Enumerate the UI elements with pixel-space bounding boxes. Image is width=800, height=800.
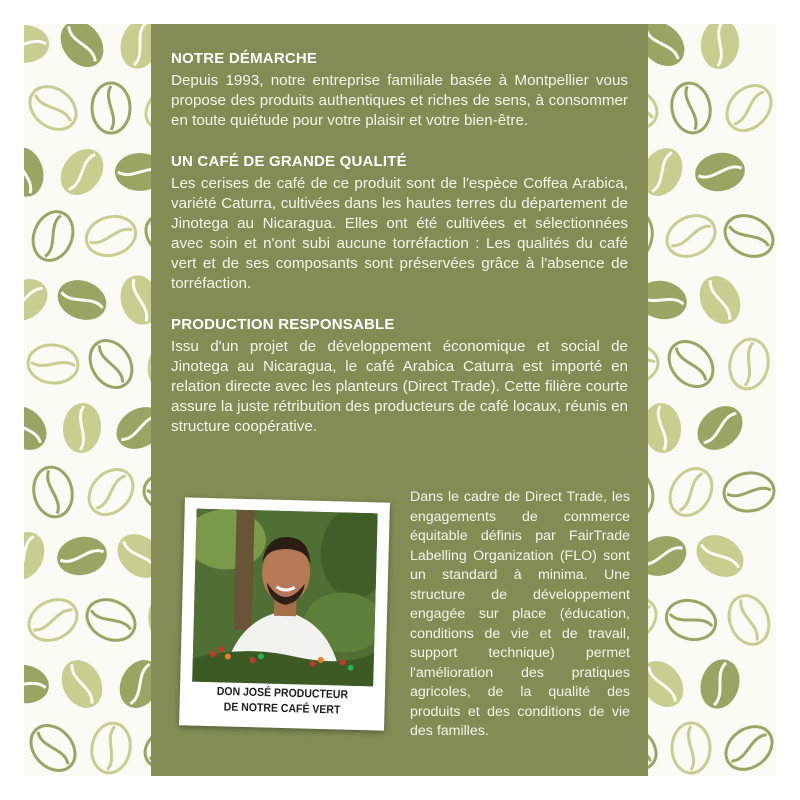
coffee-bean-icon [718,718,776,776]
coffee-bean-icon [24,661,52,707]
coffee-bean-icon [52,141,112,204]
coffee-bean-icon [24,592,84,649]
section-heading: PRODUCTION RESPONSABLE [171,316,395,333]
coffee-bean-icon [692,269,748,331]
coffee-bean-icon [52,273,112,326]
coffee-bean-icon [722,590,775,650]
coffee-bean-icon [695,655,745,714]
coffee-bean-icon [672,723,710,773]
coffee-bean-icon [24,25,49,63]
coffee-bean-icon [52,24,112,75]
coffee-bean-icon [54,653,111,715]
coffee-bean-icon [662,461,721,524]
coffee-bean-icon [24,271,55,330]
coffee-bean-icon [24,143,49,202]
section-text: Les cerises de café de ce produit sont de l'espèce Coffea Arabica, variété Caturra, cultivées dans les hautes terres du département de Jinotega au Nicaragua. Elles ont été cultivées et sélectionnées avec soin et n'ont subi aucune torréfaction : Les qualités du café vert et de ses composants sont préservées grâce à l'absence de torréfaction. [171,175,628,292]
coffee-bean-icon [662,595,721,645]
section-heading: NOTRE DÉMARCHE [171,50,318,67]
coffee-bean-icon [718,77,776,139]
coffee-bean-icon [692,149,748,195]
coffee-bean-icon [80,592,142,648]
section-production-responsable [171,316,628,437]
section-text: Issu d'un projet de développement économique et social de Jinotega au Nicaragua, le café Arabica Caturra est importé en relation directe avec les planteurs (Direct Trade). Cette filière courte assure la juste rétribution des producteurs de café locaux, réunis en structure coopérative. [171,338,628,435]
coffee-bean-icon [24,525,52,587]
coffee-bean-icon [82,211,141,261]
section-notre-demarche [171,50,628,131]
section-cafe-qualite [171,153,628,294]
coffee-bean-icon [92,83,130,133]
coffee-bean-icon [689,527,752,586]
coffee-bean-icon [88,720,134,776]
caption-line-1: DON JOSÉ PRODUCTEUR [216,684,349,702]
coffee-bean-icon [24,717,84,776]
caption-line-2: DE NOTRE CAFÉ VERT [223,700,341,717]
section-text: Depuis 1993, notre entreprise familiale basée à Montpellier vous propose des produits authentiques et riches de sens, à consommer en toute quiétude pour votre plaisir et votre bien-être. [171,72,628,129]
producer-photo [192,509,377,687]
photo-caption [179,683,385,719]
coffee-bean-icon [80,461,142,524]
coffee-bean-icon [26,343,79,385]
coffee-bean-icon [24,78,84,138]
section-heading: UN CAFÉ DE GRANDE QUALITÉ [171,153,407,170]
coffee-bean-icon [660,208,722,264]
coffee-bean-icon [726,336,773,392]
producer-portrait-image [192,509,377,687]
coffee-bean-icon [82,333,141,396]
coffee-bean-icon [61,401,103,454]
coffee-bean-icon [30,464,77,520]
coffee-bean-icon [698,24,741,71]
coffee-bean-icon [722,471,775,513]
coffee-bean-icon [668,80,714,136]
coffee-bean-icon [689,397,752,459]
coffee-bean-icon [54,533,110,580]
coffee-bean-icon [24,397,55,459]
producer-polaroid [179,497,390,730]
coffee-bean-icon [718,208,776,265]
coffee-bean-icon [660,333,722,396]
direct-trade-text: Dans le cadre de Direct Trade, les engagements de commerce équitable définis par FairTrade Labelling Organization (FLO) sont un standard à minima. Une structure de développement engagée sur place (éducation, conditions de vie et de travail, support technique) permet l'amélioration des pratiques agricoles, de la qualité des produits et des conditions de vie des familles. [410,489,630,739]
coffee-bean-icon [26,206,79,266]
